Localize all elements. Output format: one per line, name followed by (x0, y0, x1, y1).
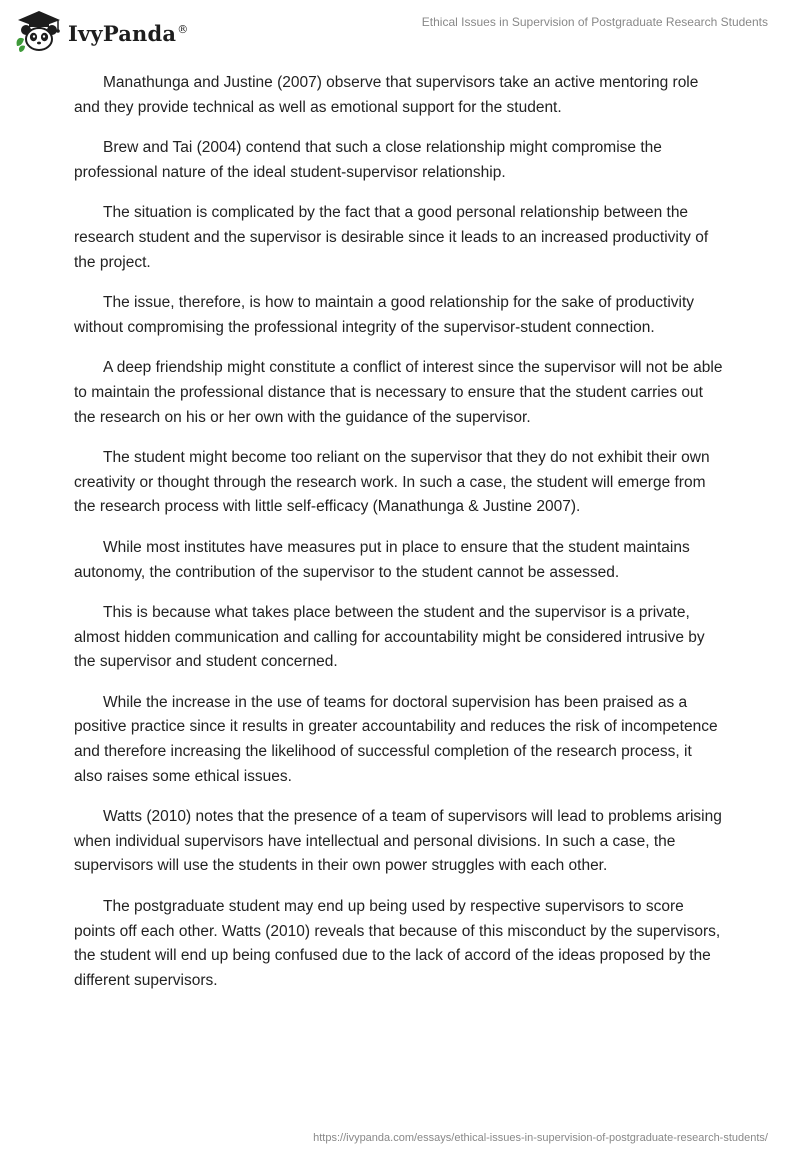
paragraph: This is because what takes place between the student and the supervisor is a private, almost hidden communication and calling for accountability might be considered intrusive by the supervisor and student concerned. (74, 604, 705, 671)
document-title: Ethical Issues in Supervision of Postgraduate Research Students (421, 15, 768, 29)
paragraph: The student might become too reliant on the supervisor that they do not exhibit their own creativity or thought through the research work. In such a case, the student will emerge from the research process with little self-efficacy (Manathunga & Justine 2007). (74, 449, 710, 516)
paragraph: While most institutes have measures put in place to ensure that the student maintains autonomy, the contribution of the supervisor to the student cannot be assessed. (74, 538, 690, 581)
source-url[interactable]: https://ivypanda.com/essays/ethical-issues-in-supervision-of-postgraduate-research-students/ (313, 1132, 768, 1144)
registered-mark: ® (177, 22, 189, 36)
paragraph: A deep friendship might constitute a conflict of interest since the supervisor will not be able to maintain the professional distance that is necessary to ensure that the student carries out the research on his or her own with the guidance of the supervisor. (74, 359, 723, 426)
panda-graduation-cap-icon (14, 8, 64, 54)
paragraph: The postgraduate student may end up being used by respective supervisors to score points off each other. Watts (2010) reveals that because of this misconduct by the supervisors, the student will end up being confused due to the lack of accord of the ideas proposed by the different supervisors. (74, 898, 721, 989)
brand-name (68, 21, 188, 46)
brand-text: IvyPanda (68, 20, 177, 46)
paragraph: Manathunga and Justine (2007) observe that supervisors take an active mentoring role and they provide technical as well as emotional support for the student. (74, 74, 699, 116)
paragraph: While the increase in the use of teams for doctoral supervision has been praised as a positive practice since it results in greater accountability and reduces the risk of incompetence and therefore increasing the likelihood of successful completion of the research process, it also raises some ethical issues. (74, 693, 718, 785)
paragraph: The issue, therefore, is how to maintain a good relationship for the sake of productivity without compromising the professional integrity of the supervisor-student connection. (74, 294, 695, 336)
page-header (0, 0, 800, 62)
paragraph: Brew and Tai (2004) contend that such a close relationship might compromise the professional nature of the ideal student-supervisor relationship. (74, 139, 662, 181)
essay-body (74, 71, 724, 1009)
paragraph: Watts (2010) notes that the presence of a team of supervisors will lead to problems arising when individual supervisors have intellectual and personal divisions. In such a case, the supervisors will use the students in their own power struggles with each other. (74, 808, 722, 875)
paragraph: The situation is complicated by the fact that a good personal relationship between the research student and the supervisor is desirable since it leads to an increased productivity of the project. (74, 204, 709, 271)
ivypanda-logo[interactable] (14, 8, 188, 54)
